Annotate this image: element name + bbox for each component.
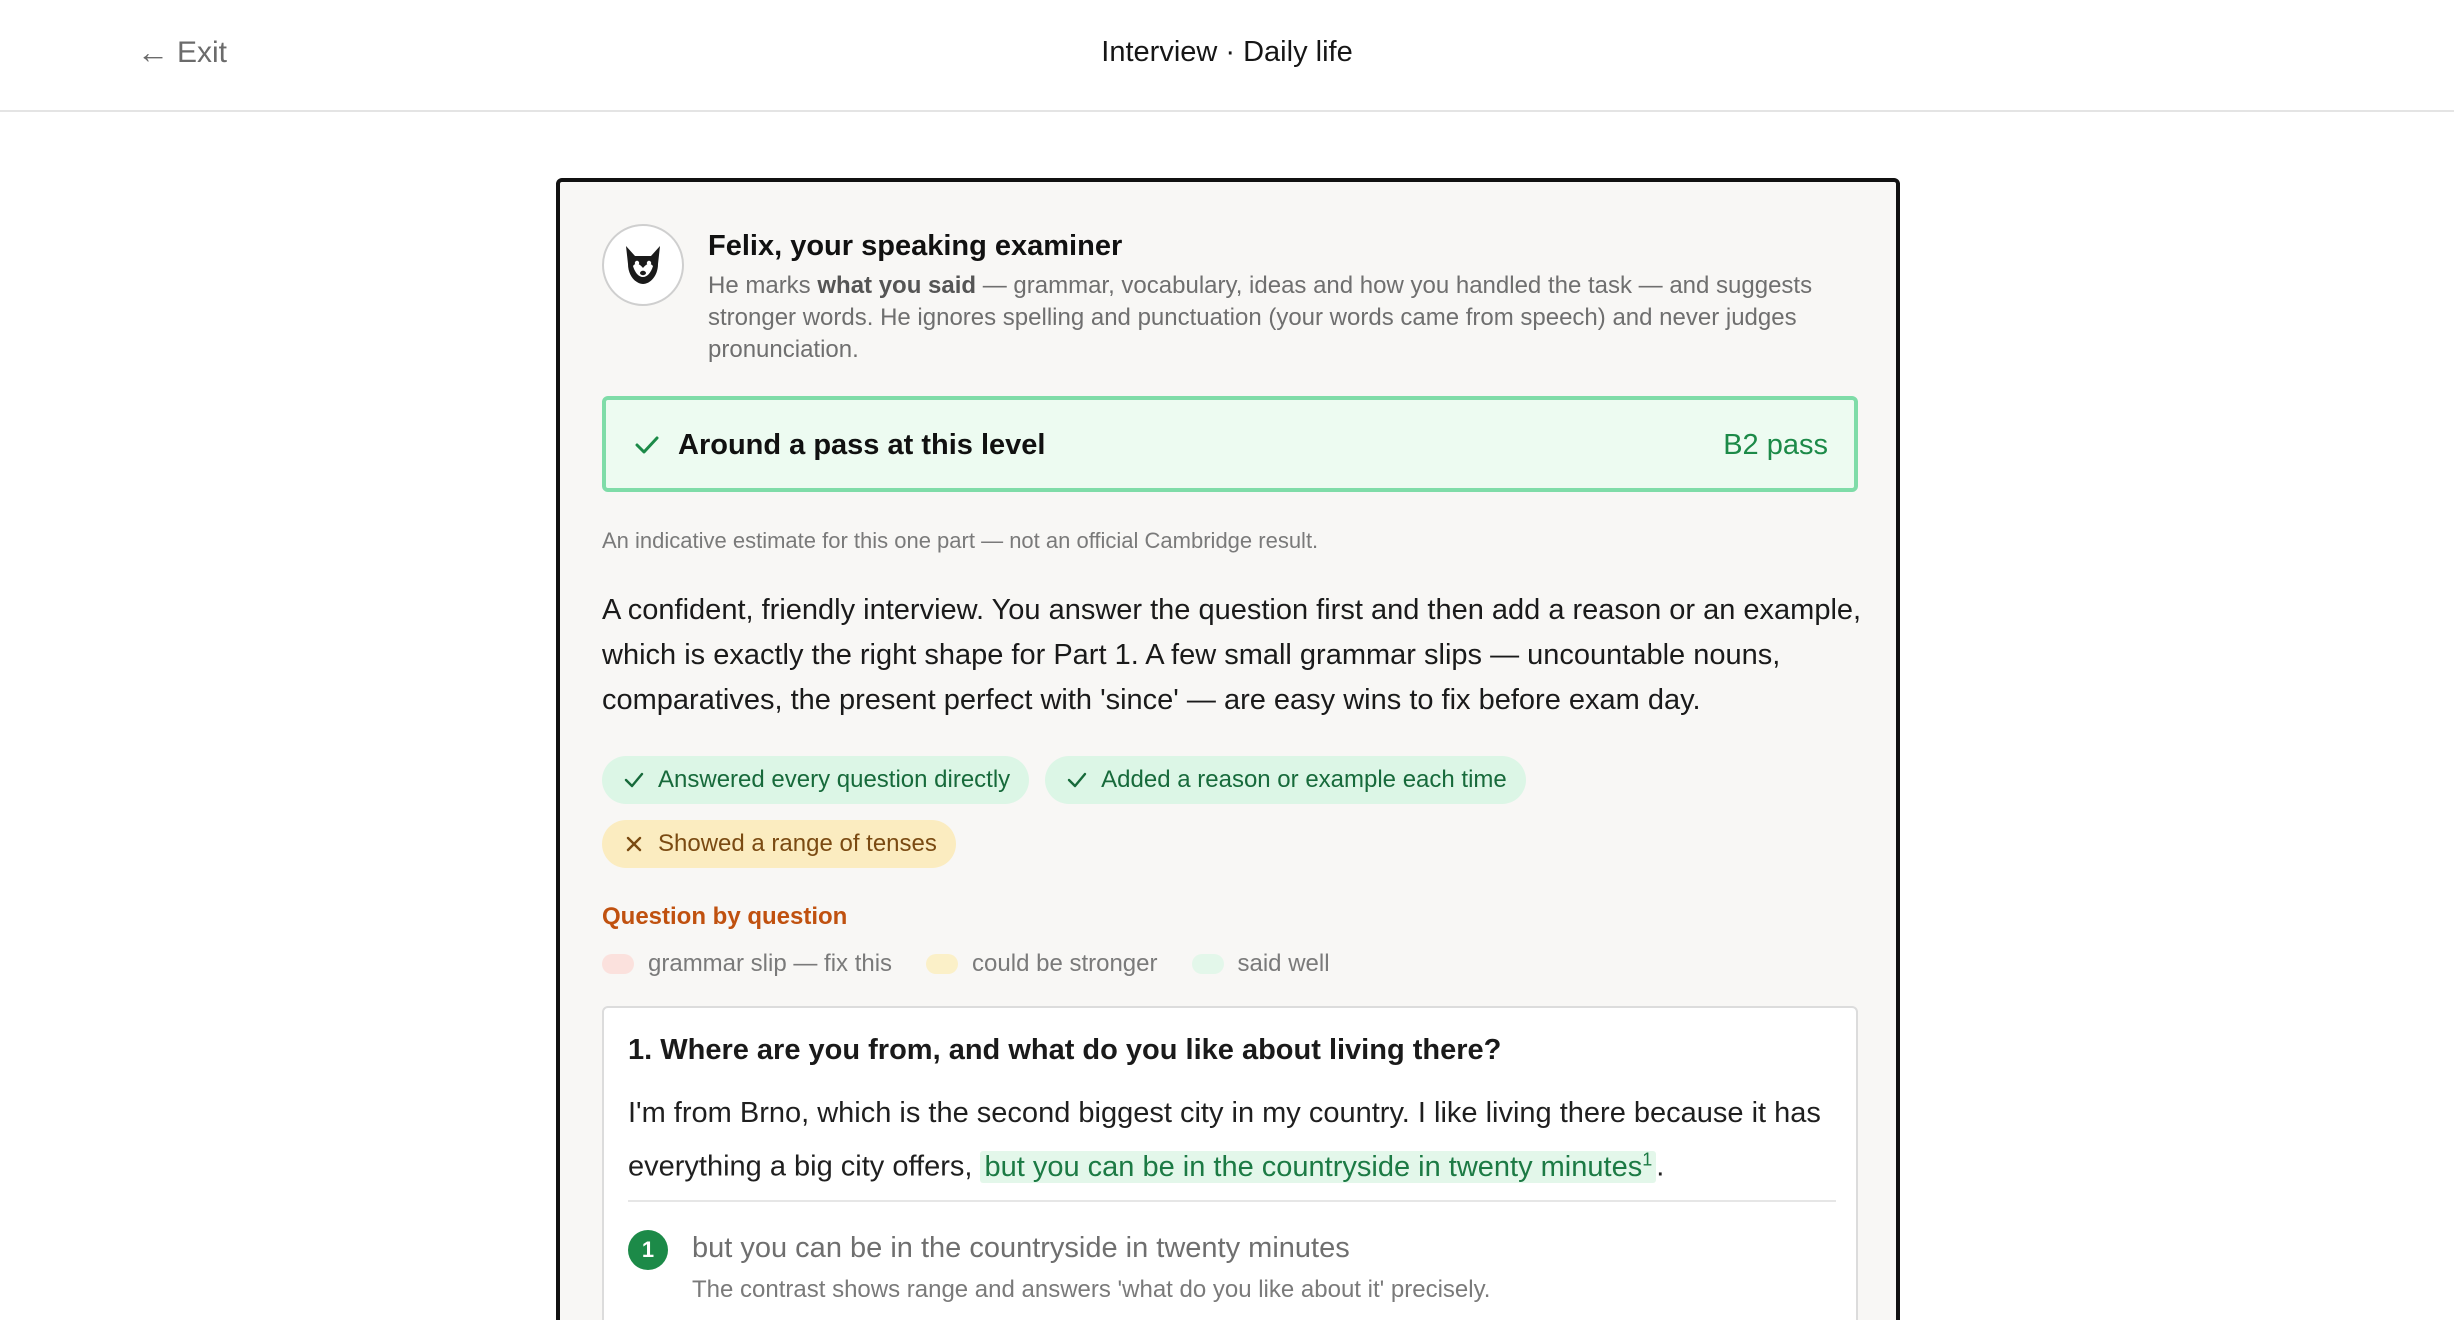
legend-item [1192,950,1330,978]
legend-swatch-good [1192,954,1224,974]
criterion-chip [602,820,956,868]
summary-text: A confident, friendly interview. You answer the question first and then add a reason or an example, which is exactly the right shape for Part 1. A few small grammar slips — uncountable nouns, comparatives, the present perfect with 'since' — are easy wins to fix before exam day. [602,594,1862,716]
note-phrase: but you can be in the countryside in twenty minutes [692,1232,1350,1264]
note-comment: The contrast shows range and answers 'what do you like about it' precisely. [692,1276,1491,1303]
highlight-said-well[interactable]: but you can be in the countryside in twenty minutes$^1$ [980,1151,1656,1183]
criterion-label: Added a reason or example each time [1101,766,1507,793]
exit-label: Exit [177,35,228,69]
criterion-label: Answered every question directly [658,766,1011,793]
legend-label: could be stronger [972,950,1158,977]
legend-swatch-grammar [602,954,634,974]
page-title: Interview · Daily life [1101,36,1353,68]
verdict-label: Around a pass at this level [678,429,1046,461]
legend-swatch-stronger [926,954,958,974]
question-answer: I'm from Brno, which is the second biggest city in my country. I like living there because it has everything a big city offers, but you can be in the countryside in twenty minutes$^1$ . [628,1097,1821,1183]
question-title: 1. Where are you from, and what do you like about living there? [628,1034,1502,1066]
criteria-chips [602,756,1862,868]
criterion-label: Showed a range of tenses [658,830,937,857]
examiner-description: He marks what you said — grammar, vocabulary, ideas and how you handled the task — and suggests stronger words. He ignores spelling and punctuation (your words came from speech) and never judges pronunciation. [708,272,1813,363]
feedback-card [556,178,1900,1320]
note-number-badge: 1 [628,1230,668,1270]
question-card [602,1006,1858,1320]
legend-item [926,950,1157,978]
divider [628,1200,1836,1202]
highlight-ref: 1 [1642,1149,1653,1169]
criterion-chip [1045,756,1526,804]
check-icon [1065,768,1089,792]
check-icon [632,430,662,460]
fox-icon [618,240,668,290]
legend-label: said well [1237,950,1330,977]
cross-icon [622,832,646,856]
verdict-banner [602,396,1858,492]
examiner-name: Felix, your speaking examiner [708,230,1123,262]
top-bar [0,0,2454,112]
arrow-left-icon: ← [137,34,169,70]
section-heading: Question by question [602,903,848,930]
verdict-band: B2 pass [1723,429,1828,461]
legend-label: grammar slip — fix this [648,950,893,977]
highlight-legend [602,950,1330,978]
disclaimer: An indicative estimate for this one part — not an official Cambridge result. [602,528,1319,553]
check-icon [622,768,646,792]
legend-item [602,950,892,978]
criterion-chip [602,756,1029,804]
examiner-avatar [602,224,684,306]
